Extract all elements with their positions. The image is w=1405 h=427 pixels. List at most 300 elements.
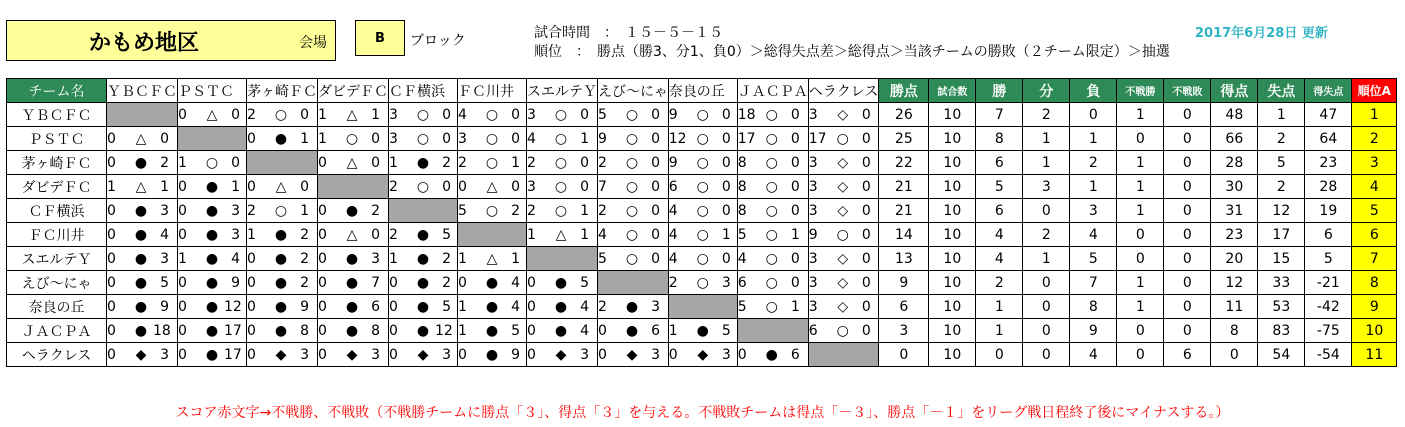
goals-for: 2	[598, 298, 607, 315]
stat-cell: 10	[929, 199, 976, 223]
opponent-header: えび〜にゃ	[598, 79, 669, 103]
goals-for: 0	[458, 178, 467, 195]
stat-cell: 83	[1258, 319, 1305, 343]
result-symbol: ●	[485, 274, 499, 291]
goals-for: 0	[389, 322, 398, 339]
table-row	[7, 319, 1397, 343]
goals-against: 0	[442, 130, 451, 147]
stat-cell: 1	[1117, 271, 1164, 295]
result-symbol: ○	[765, 226, 778, 243]
goals-against: 1	[511, 154, 520, 171]
score-cell	[598, 199, 669, 223]
goals-for: 2	[247, 106, 256, 123]
score-cell	[527, 199, 598, 223]
result-symbol: ○	[205, 154, 219, 171]
result-symbol: ●	[274, 322, 288, 339]
score-cell	[527, 295, 598, 319]
result-symbol: ●	[205, 178, 219, 195]
score-cell	[668, 199, 737, 223]
score-cell	[247, 319, 318, 343]
result-symbol: ●	[134, 250, 148, 267]
result-symbol: ●	[274, 298, 288, 315]
rank-cell: 10	[1352, 319, 1397, 343]
goals-for: 1	[318, 106, 327, 123]
goals-for: 0	[318, 154, 327, 171]
self-match-cell	[247, 151, 318, 175]
stat-cell: 0	[1164, 223, 1211, 247]
score-cell	[318, 103, 389, 127]
score-cell	[458, 175, 527, 199]
goals-against: 4	[580, 298, 589, 315]
stat-cell: 15	[1258, 247, 1305, 271]
result-symbol: ○	[765, 106, 778, 123]
result-symbol: ○	[416, 178, 430, 195]
stat-cell: 0	[1211, 343, 1258, 367]
goals-for: 0	[178, 322, 187, 339]
stat-cell: 10	[929, 271, 976, 295]
goals-for: 0	[247, 322, 256, 339]
score-cell	[178, 319, 247, 343]
self-match-cell	[598, 271, 669, 295]
team-name: ＹＢＣＦＣ	[7, 103, 107, 127]
score-cell	[389, 247, 458, 271]
score-cell	[318, 271, 389, 295]
result-symbol: △	[275, 178, 287, 195]
stat-cell: 3	[879, 319, 929, 343]
result-symbol: ●	[134, 274, 148, 291]
goals-against: 3	[231, 202, 240, 219]
goals-against: 3	[371, 250, 380, 267]
goals-against: 0	[651, 130, 660, 147]
goals-for: 0	[318, 226, 327, 243]
goals-for: 4	[668, 250, 678, 267]
score-cell	[668, 319, 737, 343]
goals-for: 9	[598, 130, 607, 147]
stat-cell: 10	[929, 247, 976, 271]
self-match-cell	[737, 319, 808, 343]
goals-against: 1	[580, 130, 589, 147]
goals-for: 5	[598, 106, 607, 123]
goals-for: 2	[598, 154, 607, 171]
goals-for: 0	[178, 274, 187, 291]
goals-against: 0	[651, 250, 660, 267]
result-symbol: ●	[205, 322, 219, 339]
stat-cell: 2	[1023, 103, 1070, 127]
goals-against: 17	[224, 346, 242, 363]
stat-cell: 11	[1211, 295, 1258, 319]
score-cell	[737, 127, 808, 151]
block-label: ブロック	[410, 33, 466, 49]
stat-cell: 4	[1070, 223, 1117, 247]
result-symbol: △	[346, 154, 358, 171]
goals-against: 3	[160, 346, 169, 363]
goals-against: 5	[442, 298, 451, 315]
result-symbol: ●	[416, 298, 430, 315]
goals-against: 2	[160, 154, 169, 171]
result-symbol: ●	[625, 298, 639, 315]
goals-for: 6	[668, 178, 678, 195]
goals-against: 1	[721, 226, 731, 243]
goals-against: 0	[371, 154, 380, 171]
stat-cell: 10	[929, 223, 976, 247]
stat-cell: 0	[1023, 271, 1070, 295]
stat-cell: 1	[1117, 103, 1164, 127]
goals-against: 2	[442, 274, 451, 291]
stat-cell: 6	[879, 295, 929, 319]
result-symbol: ●	[274, 226, 288, 243]
score-cell	[107, 271, 178, 295]
score-cell	[527, 175, 598, 199]
result-symbol: ◆	[275, 346, 287, 363]
goals-for: 0	[107, 202, 116, 219]
result-symbol: ◆	[697, 346, 709, 363]
rank-cell: 1	[1352, 103, 1397, 127]
rank-cell: 8	[1352, 271, 1397, 295]
goals-against: 1	[160, 178, 169, 195]
result-symbol: ○	[625, 154, 639, 171]
goals-for: 5	[737, 226, 747, 243]
result-symbol: ○	[485, 106, 499, 123]
goals-for: 0	[247, 346, 256, 363]
stat-header: 失点	[1258, 79, 1305, 103]
result-symbol: ◆	[135, 346, 147, 363]
result-symbol: ○	[696, 274, 709, 291]
goals-for: 9	[808, 226, 818, 243]
result-symbol: ○	[485, 202, 499, 219]
goals-for: 0	[527, 322, 536, 339]
goals-against: 0	[790, 106, 800, 123]
result-symbol: ○	[625, 250, 639, 267]
stat-cell: 1	[1117, 199, 1164, 223]
result-symbol: ○	[765, 130, 778, 147]
stat-cell: 6	[1164, 343, 1211, 367]
score-cell	[178, 199, 247, 223]
goals-for: 6	[808, 322, 818, 339]
result-symbol: ○	[416, 130, 430, 147]
stat-cell: 10	[929, 175, 976, 199]
score-cell	[247, 175, 318, 199]
table-row	[7, 271, 1397, 295]
score-cell	[318, 127, 389, 151]
goals-against: 0	[721, 178, 731, 195]
goals-against: 2	[442, 154, 451, 171]
goals-against: 0	[371, 130, 380, 147]
result-symbol: ○	[416, 106, 430, 123]
score-cell	[458, 319, 527, 343]
goals-against: 0	[231, 106, 240, 123]
result-symbol: ●	[416, 154, 430, 171]
goals-against: 3	[231, 226, 240, 243]
stat-cell: 1	[1117, 175, 1164, 199]
score-cell	[178, 175, 247, 199]
result-symbol: ○	[696, 226, 709, 243]
goals-against: 4	[511, 274, 520, 291]
result-symbol: ●	[205, 250, 219, 267]
self-match-cell	[107, 103, 178, 127]
goals-against: 0	[300, 106, 309, 123]
score-cell	[389, 271, 458, 295]
score-cell	[458, 295, 527, 319]
opponent-header: ヘラクレス	[808, 79, 879, 103]
team-name: ダビデＦＣ	[7, 175, 107, 199]
stat-cell: 8	[1211, 319, 1258, 343]
goals-for: 9	[668, 106, 678, 123]
goals-for: 0	[668, 346, 678, 363]
rank-cell: 5	[1352, 199, 1397, 223]
stat-cell: 7	[976, 103, 1023, 127]
result-symbol: ●	[485, 298, 499, 315]
score-cell	[737, 175, 808, 199]
stat-cell: 48	[1211, 103, 1258, 127]
score-cell	[527, 223, 598, 247]
stat-cell: 30	[1211, 175, 1258, 199]
score-cell	[668, 271, 737, 295]
opponent-header: スエルテＹ	[527, 79, 598, 103]
result-symbol: ○	[345, 130, 359, 147]
result-symbol: ●	[554, 322, 568, 339]
team-column-header: チーム名	[7, 79, 107, 103]
update-date: 2017年6月28日 更新	[1195, 26, 1328, 41]
score-cell	[318, 223, 389, 247]
score-cell	[389, 127, 458, 151]
result-symbol: ●	[274, 250, 288, 267]
result-symbol: ●	[134, 154, 148, 171]
goals-against: 1	[231, 178, 240, 195]
stat-cell: 8	[1070, 295, 1117, 319]
goals-for: 5	[598, 250, 607, 267]
team-name: ＪＡＣＰＡ	[7, 319, 107, 343]
goals-against: 9	[231, 274, 240, 291]
score-cell	[527, 151, 598, 175]
table-row	[7, 343, 1397, 367]
rank-cell: 11	[1352, 343, 1397, 367]
goals-against: 0	[721, 130, 731, 147]
goals-against: 6	[790, 346, 800, 363]
stat-header: 不戦勝	[1117, 79, 1164, 103]
goals-for: 2	[389, 178, 398, 195]
goals-against: 2	[300, 226, 309, 243]
result-symbol: ○	[836, 322, 849, 339]
stat-cell: 64	[1305, 127, 1352, 151]
goals-for: 4	[668, 202, 678, 219]
score-cell	[527, 103, 598, 127]
goals-against: 4	[231, 250, 240, 267]
goals-against: 4	[160, 226, 169, 243]
result-symbol: ◆	[626, 346, 638, 363]
result-symbol: ●	[416, 226, 430, 243]
goals-against: 0	[861, 226, 871, 243]
stat-cell: 0	[1164, 271, 1211, 295]
score-cell	[598, 247, 669, 271]
goals-against: 0	[861, 178, 871, 195]
stat-cell: 10	[929, 295, 976, 319]
result-symbol: △	[555, 226, 567, 243]
result-symbol: ●	[554, 274, 568, 291]
score-cell	[178, 271, 247, 295]
goals-against: 3	[721, 274, 731, 291]
result-symbol: ○	[696, 106, 709, 123]
stat-cell: 31	[1211, 199, 1258, 223]
stat-cell: 66	[1211, 127, 1258, 151]
goals-for: 1	[458, 250, 467, 267]
goals-against: 5	[442, 226, 451, 243]
result-symbol: ○	[696, 178, 709, 195]
goals-for: 0	[527, 298, 536, 315]
goals-against: 0	[721, 250, 731, 267]
stat-cell: 0	[879, 343, 929, 367]
score-cell	[107, 343, 178, 367]
stat-cell: 1	[1117, 295, 1164, 319]
goals-against: 0	[651, 226, 660, 243]
opponent-header: ＪＡＣＰＡ	[737, 79, 808, 103]
score-cell	[247, 223, 318, 247]
result-symbol: ○	[836, 226, 849, 243]
goals-against: 3	[580, 346, 589, 363]
goals-against: 2	[511, 202, 520, 219]
table-row	[7, 223, 1397, 247]
self-match-cell	[318, 175, 389, 199]
goals-for: 0	[107, 298, 116, 315]
score-cell	[178, 247, 247, 271]
goals-for: 0	[598, 346, 607, 363]
result-symbol: ○	[625, 106, 639, 123]
goals-for: 6	[737, 274, 747, 291]
goals-against: 4	[511, 298, 520, 315]
score-cell	[318, 295, 389, 319]
result-symbol: ●	[416, 322, 430, 339]
score-cell	[668, 151, 737, 175]
goals-for: 1	[178, 154, 187, 171]
goals-for: 18	[737, 106, 756, 123]
goals-against: 3	[371, 346, 380, 363]
ranking-rule: 順位 ： 勝点（勝3、分1、負0）＞総得失点差＞総得点＞当該チームの勝敗（２チーム限定）＞抽選	[534, 44, 1170, 60]
goals-for: 1	[389, 250, 398, 267]
goals-for: 4	[458, 106, 467, 123]
result-symbol: ○	[554, 130, 568, 147]
goals-for: 1	[247, 226, 256, 243]
result-symbol: ○	[696, 250, 709, 267]
goals-for: 4	[668, 226, 678, 243]
score-cell	[808, 199, 879, 223]
rank-cell: 9	[1352, 295, 1397, 319]
rank-cell: 7	[1352, 247, 1397, 271]
stat-cell: 14	[879, 223, 929, 247]
goals-against: 3	[721, 346, 731, 363]
stat-cell: -54	[1305, 343, 1352, 367]
stat-cell: 9	[879, 271, 929, 295]
stat-cell: 6	[976, 151, 1023, 175]
stat-cell: 4	[1070, 343, 1117, 367]
result-symbol: △	[135, 130, 147, 147]
stat-cell: 53	[1258, 295, 1305, 319]
goals-against: 9	[160, 298, 169, 315]
score-cell	[389, 223, 458, 247]
result-symbol: ●	[345, 322, 359, 339]
table-row	[7, 103, 1397, 127]
stat-cell: 1	[1023, 127, 1070, 151]
rank-cell: 6	[1352, 223, 1397, 247]
self-match-cell	[668, 295, 737, 319]
stat-header: 勝	[976, 79, 1023, 103]
stat-cell: 0	[1117, 223, 1164, 247]
stat-cell: 0	[1023, 199, 1070, 223]
score-cell	[318, 199, 389, 223]
score-cell	[178, 223, 247, 247]
score-cell	[458, 127, 527, 151]
goals-against: 0	[790, 250, 800, 267]
goals-for: 3	[389, 130, 398, 147]
goals-for: 3	[808, 154, 818, 171]
score-cell	[808, 127, 879, 151]
goals-for: 0	[389, 346, 398, 363]
goals-against: 2	[300, 274, 309, 291]
score-cell	[247, 127, 318, 151]
goals-for: 0	[107, 322, 116, 339]
stat-cell: 1	[976, 295, 1023, 319]
goals-against: 1	[580, 202, 589, 219]
goals-for: 17	[808, 130, 827, 147]
goals-for: 8	[737, 202, 747, 219]
result-symbol: ○	[625, 202, 639, 219]
goals-against: 0	[511, 106, 520, 123]
stat-header: 試合数	[929, 79, 976, 103]
goals-against: 0	[790, 274, 800, 291]
stat-cell: 47	[1305, 103, 1352, 127]
self-match-cell	[458, 223, 527, 247]
result-symbol: △	[346, 106, 358, 123]
result-symbol: ●	[274, 274, 288, 291]
goals-for: 0	[318, 322, 327, 339]
goals-for: 0	[247, 274, 256, 291]
result-symbol: ●	[274, 130, 288, 147]
title-box	[6, 20, 336, 61]
score-cell	[458, 343, 527, 367]
score-cell	[389, 319, 458, 343]
goals-against: 0	[300, 178, 309, 195]
stat-cell: 9	[1070, 319, 1117, 343]
score-cell	[527, 319, 598, 343]
goals-for: 2	[247, 202, 256, 219]
stat-cell: 8	[976, 127, 1023, 151]
goals-for: 0	[107, 154, 116, 171]
goals-against: 0	[651, 106, 660, 123]
stat-cell: 0	[1023, 343, 1070, 367]
goals-for: 4	[598, 226, 607, 243]
result-symbol: ●	[696, 322, 709, 339]
stat-cell: 4	[976, 223, 1023, 247]
stat-cell: 54	[1258, 343, 1305, 367]
goals-for: 9	[668, 154, 678, 171]
result-symbol: ●	[625, 322, 639, 339]
goals-against: 0	[442, 178, 451, 195]
score-cell	[668, 127, 737, 151]
stat-cell: 1	[976, 319, 1023, 343]
result-symbol: ○	[765, 154, 778, 171]
goals-against: 1	[580, 226, 589, 243]
stat-header: 不戦敗	[1164, 79, 1211, 103]
score-cell	[668, 247, 737, 271]
stat-cell: 1	[1023, 151, 1070, 175]
stat-cell: 10	[929, 127, 976, 151]
district-title: かもめ地区	[89, 31, 200, 56]
result-symbol: ●	[205, 298, 219, 315]
goals-for: 0	[247, 130, 256, 147]
goals-against: 0	[861, 298, 871, 315]
footnote: スコア赤文字→不戦勝、不戦敗（不戦勝チームに勝点「３」、得点「３」を与える。不戦敗チームは得点「－３」、勝点「－１」をリーグ戦日程終了後にマイナスする。）	[175, 405, 1230, 421]
score-cell	[598, 343, 669, 367]
stat-cell: 21	[879, 175, 929, 199]
result-symbol: ●	[134, 298, 148, 315]
